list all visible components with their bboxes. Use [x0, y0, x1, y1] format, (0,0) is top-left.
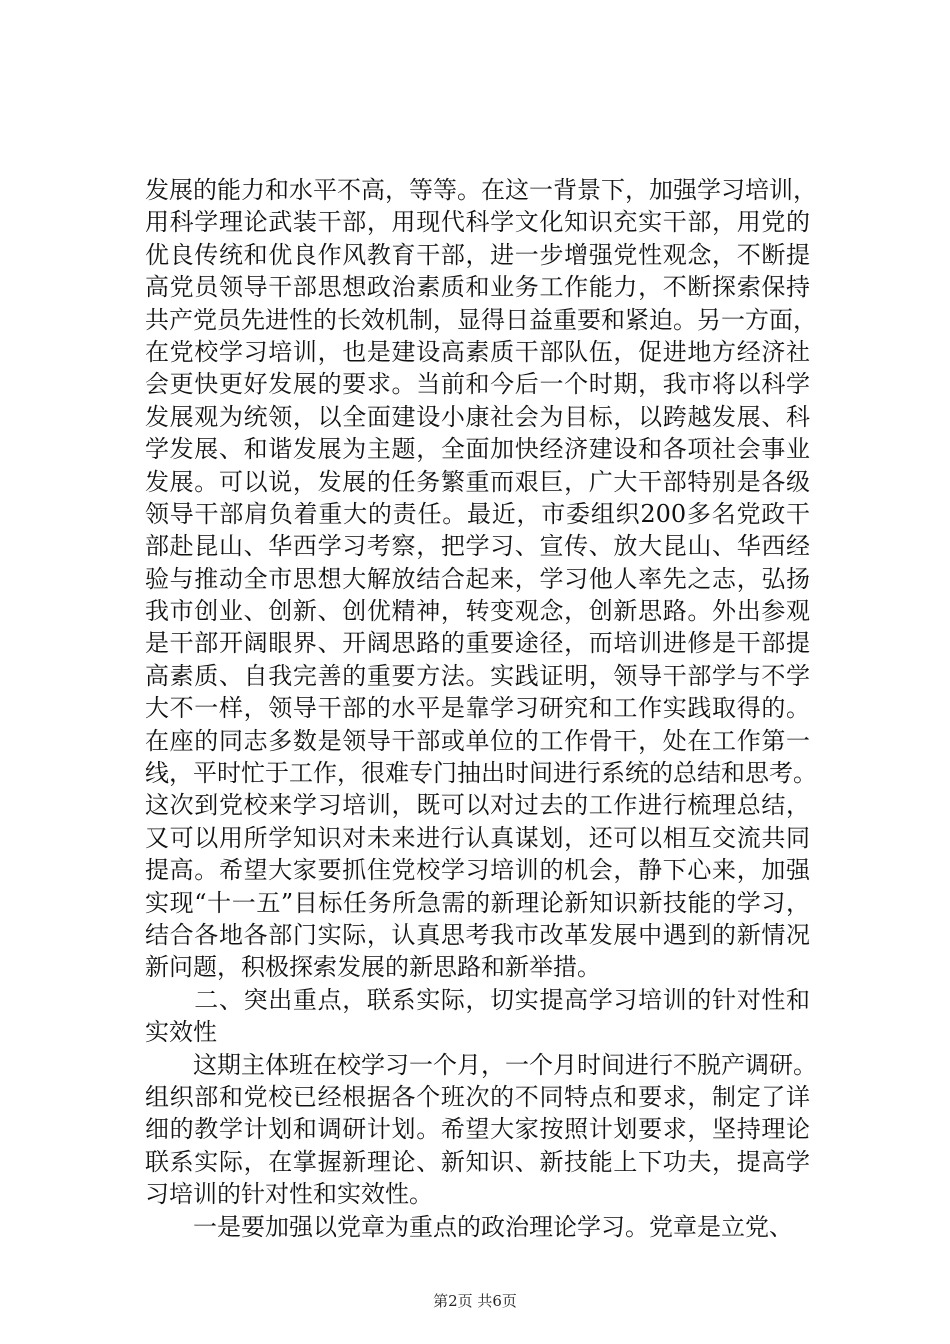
text-line: 实效性: [145, 1018, 217, 1047]
text-line: 细的教学计划和调研计划。希望大家按照计划要求，坚持理论: [145, 1115, 810, 1144]
text-line: 部赴昆山、华西学习考察，把学习、宣传、放大昆山、华西经: [145, 532, 810, 561]
text-line: 优良传统和优良作风教育干部，进一步增强党性观念，不断提: [145, 240, 810, 269]
text-line: 又可以用所学知识对未来进行认真谋划，还可以相互交流共同: [145, 823, 810, 852]
text-line: 共产党员先进性的长效机制，显得日益重要和紧迫。另一方面，: [145, 305, 817, 334]
text-line: 验与推动全市思想大解放结合起来，学习他人率先之志，弘扬: [145, 564, 810, 593]
text-line: 发展的能力和水平不高，等等。在这一背景下，加强学习培训，: [145, 176, 817, 204]
text-line: 高党员领导干部思想政治素质和业务工作能力，不断探索保持: [145, 273, 810, 302]
text-line: 线，平时忙于工作，很难专门抽出时间进行系统的总结和思考。: [145, 759, 817, 788]
text-line: 实现“十一五”目标任务所急需的新理论新知识新技能的学习，: [145, 888, 810, 917]
text-line: 这次到党校来学习培训，既可以对过去的工作进行梳理总结，: [145, 791, 810, 820]
text-line: 会更快更好发展的要求。当前和今后一个时期，我市将以科学: [145, 370, 810, 399]
text-line: 领导干部肩负着重大的责任。最近，市委组织200多名党政干: [145, 499, 810, 528]
text-line: 在座的同志多数是领导干部或单位的工作骨干，处在工作第一: [145, 726, 810, 755]
text-line: 结合各地各部门实际，认真思考我市改革发展中遇到的新情况: [145, 920, 810, 949]
text-line: 发展。可以说，发展的任务繁重而艰巨，广大干部特别是各级: [145, 467, 810, 496]
page-footer: 第2页 共6页: [433, 1292, 517, 1310]
text-line: 联系实际，在掌握新理论、新知识、新技能上下功夫，提高学: [145, 1147, 810, 1176]
text-line: 高素质、自我完善的重要方法。实践证明，领导干部学与不学: [145, 661, 810, 690]
text-line: 习培训的针对性和实效性。: [145, 1180, 433, 1209]
text-line: 用科学理论武装干部，用现代科学文化知识充实干部，用党的: [145, 208, 810, 237]
text-line: 在党校学习培训，也是建设高素质干部队伍，促进地方经济社: [145, 337, 810, 366]
text-line: 提高。希望大家要抓住党校学习培训的机会，静下心来，加强: [145, 856, 810, 885]
text-line: 新问题，积极探索发展的新思路和新举措。: [145, 953, 601, 982]
text-line: 大不一样，领导干部的水平是靠学习研究和工作实践取得的。: [145, 694, 810, 723]
text-line: 我市创业、创新、创优精神，转变观念，创新思路。外出参观: [145, 597, 810, 626]
text-line: 学发展、和谐发展为主题，全面加快经济建设和各项社会事业: [145, 435, 810, 464]
document-body: [145, 174, 817, 1243]
text-line: 一是要加强以党章为重点的政治理论学习。党章是立党、: [145, 1212, 793, 1241]
text-line: 是干部开阔眼界、开阔思路的重要途径，而培训进修是干部提: [145, 629, 810, 658]
text-line: 这期主体班在校学习一个月，一个月时间进行不脱产调研。: [145, 1050, 817, 1079]
text-line: 组织部和党校已经根据各个班次的不同特点和要求，制定了详: [145, 1082, 810, 1111]
text-line: 二、突出重点，联系实际，切实提高学习培训的针对性和: [145, 985, 810, 1014]
text-line: 发展观为统领，以全面建设小康社会为目标，以跨越发展、科: [145, 402, 810, 431]
